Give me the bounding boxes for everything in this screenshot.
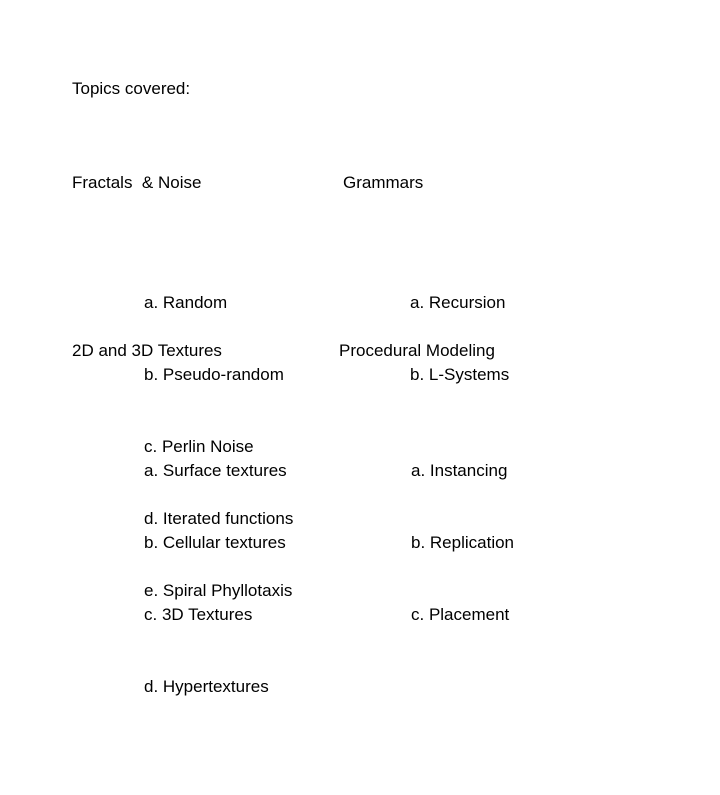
subtopic-item: a. Surface textures (144, 461, 287, 480)
subtopic-item: c. 3D Textures (144, 605, 253, 624)
subtopic-item: a. Instancing (411, 461, 508, 480)
subtopic-item: d. Hypertextures (144, 677, 269, 696)
subtopic-item: c. Placement (411, 605, 510, 624)
subtopic-item: c. Perlin Noise (144, 437, 254, 456)
subtopic-item: d. Iterated functions (144, 509, 294, 528)
topic-title: Fractals & Noise (72, 173, 202, 192)
topic-procedural-modeling (339, 291, 514, 723)
topic-title: 2D and 3D Textures (72, 341, 222, 360)
subtopic-item: b. Replication (411, 533, 515, 552)
subtopic-list (144, 411, 287, 747)
subtopic-item: a. Random (144, 293, 228, 312)
topic-textures (72, 291, 287, 795)
subtopic-list (411, 411, 514, 675)
topic-title: Grammars (343, 173, 424, 192)
subtopic-item: b. L-Systems (410, 365, 510, 384)
subtopic-item: a. Recursion (410, 293, 506, 312)
topic-title: Procedural Modeling (339, 341, 495, 360)
slide-heading: Topics covered: (72, 79, 191, 98)
subtopic-item: e. Spiral Phyllotaxis (144, 581, 293, 600)
subtopic-item: b. Cellular textures (144, 533, 286, 552)
subtopic-item: b. Pseudo-random (144, 365, 284, 384)
